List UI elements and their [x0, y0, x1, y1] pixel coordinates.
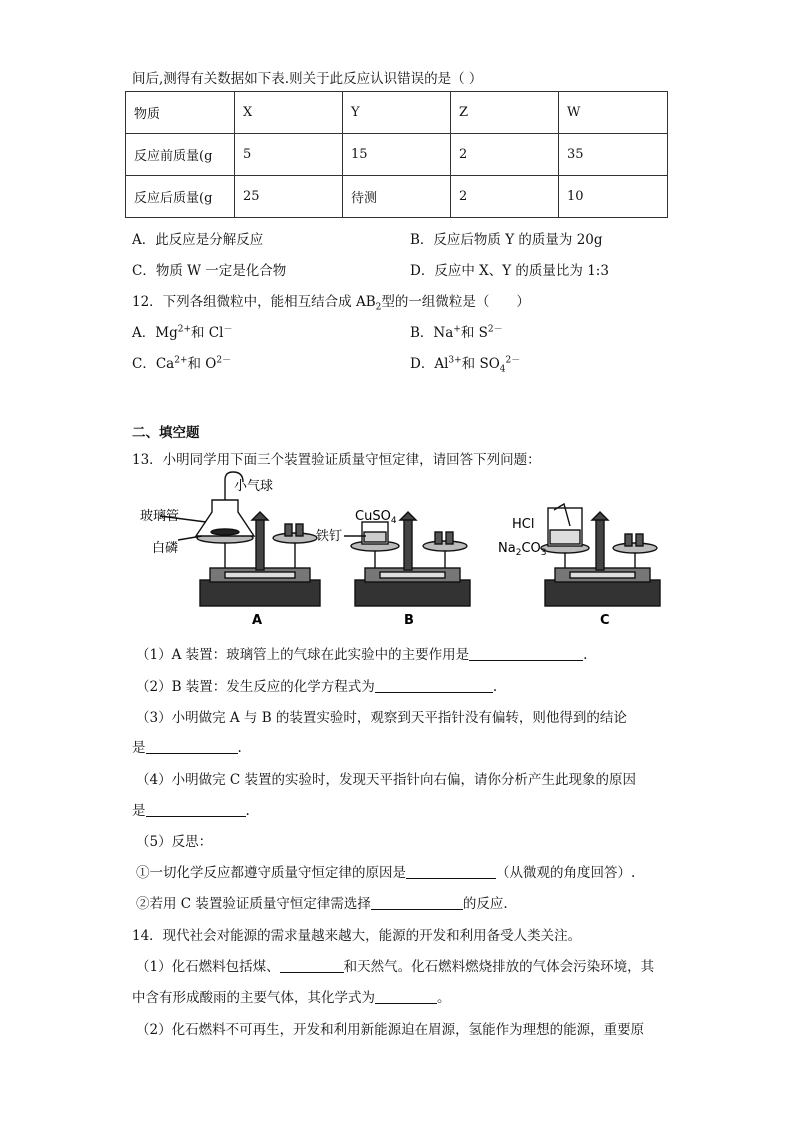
balance-apparatus-figure: [140, 470, 670, 630]
subscript: 4: [390, 516, 397, 526]
label-na2co3: [498, 541, 546, 558]
option-text: D．Al: [410, 356, 449, 372]
option-text: A．Mg: [132, 325, 178, 341]
table-cell: 10: [559, 176, 668, 218]
superscript: 3+: [448, 355, 462, 366]
table-cell: 25: [235, 176, 343, 218]
q12-option-d: [410, 352, 520, 375]
answer-blank[interactable]: [469, 646, 583, 661]
text: .: [492, 679, 498, 695]
q13-part-5a: [136, 861, 635, 881]
q12-option-c: [132, 352, 231, 372]
label-text: CO: [521, 541, 541, 556]
q14-part-2: （2）化石燃料不可再生，开发和利用新能源迫在眉源，氢能作为理想的能源，重要原: [136, 1022, 645, 1038]
q11-stem: 间后,测得有关数据如下表.则关于此反应认识错误的是（ ）: [132, 71, 483, 87]
q11-option-c: C．物质 W 一定是化合物: [132, 263, 287, 279]
subscript: 4: [499, 364, 506, 375]
section-title: 二、填空题: [132, 425, 200, 441]
q13-part-4-cont: [132, 799, 250, 819]
superscript: 2+: [174, 355, 188, 366]
table-cell: W: [559, 92, 668, 134]
subscript: 2: [375, 302, 382, 313]
answer-blank[interactable]: [146, 802, 246, 817]
text: .: [237, 740, 242, 756]
table-cell: 待测: [343, 176, 451, 218]
table-cell: 2: [451, 176, 559, 218]
label-c: C: [600, 613, 610, 628]
label-white-phosphorus: 白磷: [152, 541, 179, 556]
q13-part-2: [136, 675, 497, 695]
data-table: [125, 91, 668, 218]
option-text: B．Na: [410, 325, 454, 341]
table-cell: 35: [559, 134, 668, 176]
option-text: 和 O: [187, 356, 217, 372]
table-cell: Z: [451, 92, 559, 134]
q12-stem-text: 12．下列各组微粒中，能相互结合成 AB: [132, 294, 376, 310]
label-a: A: [252, 613, 263, 628]
label-iron-nail: 铁钉: [316, 529, 343, 544]
option-text: 和 Cl: [191, 325, 224, 341]
label-glass-tube: 玻璃管: [140, 509, 180, 524]
q13-part-3-cont: [132, 736, 242, 756]
table-row: [126, 176, 668, 218]
answer-blank[interactable]: [375, 678, 493, 693]
text: （1）A 装置：玻璃管上的气球在此实验中的主要作用是: [136, 647, 470, 663]
superscript: 2－: [216, 355, 232, 366]
text: 中含有形成酸雨的主要气体，其化学式为: [132, 990, 375, 1006]
label-cuso4: [355, 509, 397, 526]
table-cell: X: [235, 92, 343, 134]
text: ①一切化学反应都遵守质量守恒定律的原因是: [136, 865, 406, 881]
table-cell: 反应后质量(g: [126, 176, 235, 218]
text: 是: [132, 803, 146, 819]
q12-option-b: [410, 321, 503, 341]
superscript: +: [453, 324, 461, 335]
option-text: 和 SO: [461, 356, 500, 372]
q12-stem-text: 型的一组微粒是（ ）: [381, 294, 530, 310]
superscript: 2－: [505, 355, 521, 366]
table-cell: 2: [451, 134, 559, 176]
q12-option-a: [132, 321, 232, 341]
apparatus-c: [541, 504, 660, 606]
text: （从微观的角度回答）.: [496, 865, 636, 881]
q11-option-a: A．此反应是分解反应: [132, 232, 264, 248]
subscript: 2: [515, 548, 522, 558]
answer-blank[interactable]: [371, 895, 463, 910]
q11-option-d: D．反应中 X、Y 的质量比为 1:3: [410, 263, 609, 279]
q13-part-1: [136, 643, 587, 663]
q14-part-1: [136, 955, 654, 975]
q14-part-1-cont: [132, 986, 451, 1006]
text: 是: [132, 740, 146, 756]
text: 和天然气。化石燃料燃烧排放的气体会污染环境，其: [343, 959, 655, 975]
answer-blank[interactable]: [375, 989, 437, 1004]
text: .: [245, 803, 250, 819]
superscript: 2+: [177, 324, 191, 335]
q14-stem: 14．现代社会对能源的需求量越来越大，能源的开发和利用备受人类关注。: [132, 928, 582, 944]
text: （1）化石燃料包括煤、: [136, 959, 280, 975]
text: .: [583, 647, 588, 663]
apparatus-b: [344, 512, 470, 606]
table-cell: 物质: [126, 92, 235, 134]
q13-stem: 13．小明同学用下面三个装置验证质量守恒定律，请回答下列问题：: [132, 452, 541, 468]
option-text: 和 S: [460, 325, 488, 341]
text: 的反应.: [462, 896, 508, 912]
text: ②若用 C 装置验证质量守恒定律需选择: [136, 896, 371, 912]
q11-option-b: B．反应后物质 Y 的质量为 20g: [410, 232, 603, 248]
superscript: －: [223, 324, 233, 335]
q13-part-4: （4）小明做完 C 装置的实验时，发现天平指针向右偏，请你分析产生此现象的原因: [136, 772, 636, 788]
subscript: 3: [540, 548, 547, 558]
table-row: [126, 134, 668, 176]
answer-blank[interactable]: [146, 739, 238, 754]
q12-stem: [132, 290, 530, 313]
q13-part-5: （5）反思：: [136, 834, 213, 850]
superscript: 2－: [487, 324, 503, 335]
table-cell: 15: [343, 134, 451, 176]
label-hcl: HCl: [512, 517, 535, 532]
label-text: Na: [498, 541, 516, 556]
label-text: CuSO: [355, 509, 391, 524]
table-header-row: [126, 92, 668, 134]
option-text: C．Ca: [132, 356, 175, 372]
answer-blank[interactable]: [406, 864, 496, 879]
table-cell: Y: [343, 92, 451, 134]
q13-part-5b: [136, 892, 508, 912]
label-balloon: 小气球: [234, 479, 274, 494]
text: （2）B 装置：发生反应的化学方程式为: [136, 679, 375, 695]
table-cell: 反应前质量(g: [126, 134, 235, 176]
label-b: B: [404, 613, 414, 628]
text: 。: [437, 990, 451, 1006]
table-cell: 5: [235, 134, 343, 176]
answer-blank[interactable]: [280, 958, 344, 973]
q13-part-3: （3）小明做完 A 与 B 的装置实验时，观察到天平指针没有偏转，则他得到的结论: [136, 710, 627, 726]
